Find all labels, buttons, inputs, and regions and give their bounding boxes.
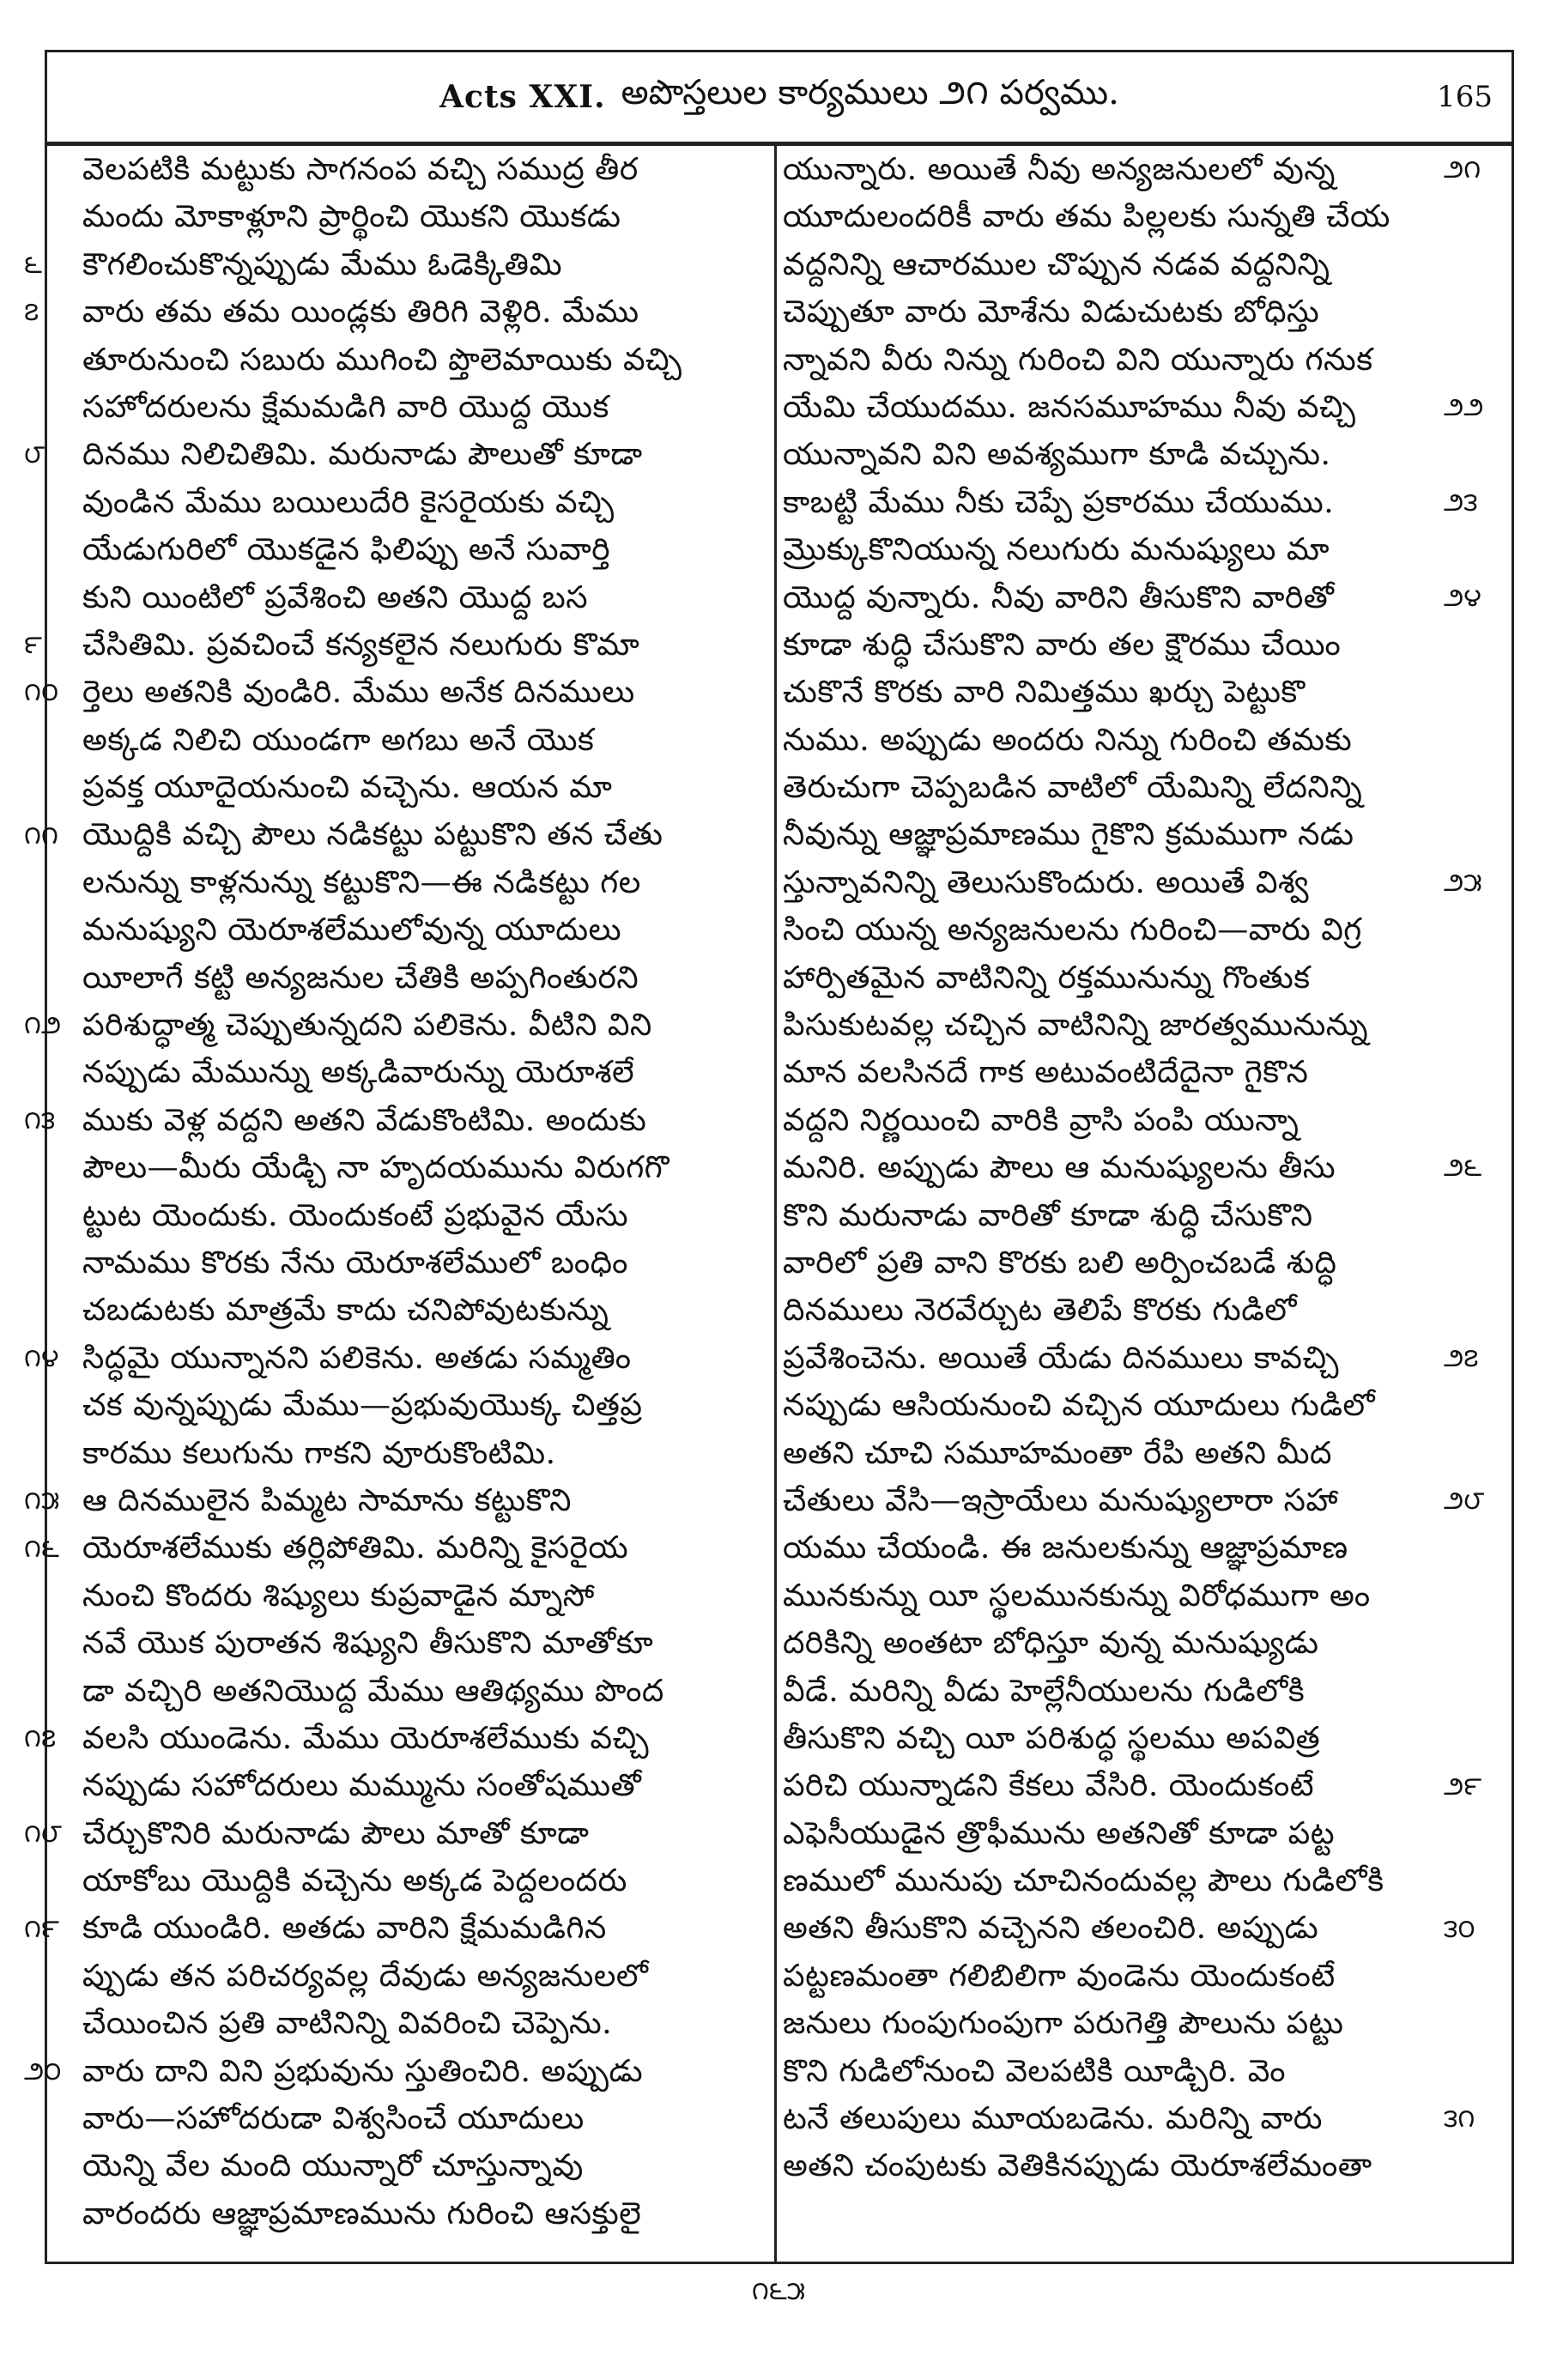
right-column [783, 146, 1485, 2190]
text-line: చుకొనే కొరకు వారి నిమిత్తము ఖర్చు పెట్టుకొ [783, 675, 1306, 711]
text-line: ప్పుడు తన పరిచర్యవల్ల దేవుడు అన్యజనులలో [82, 1958, 649, 1994]
text-line: పట్టణమంతా గలిబిలిగా వుండెను యెందుకంటే [783, 1958, 1336, 1994]
text-line: స్తున్నావనిన్ని తెలుసుకొందురు. అయితే విశ్వ [783, 864, 1309, 900]
text-line: మనుష్యుని యెరూశలేములోవున్న యూదులు [82, 912, 622, 948]
text-line: యెన్ని వేల మంది యున్నారో చూస్తున్నావు [82, 2148, 584, 2184]
text-line: వారు—సహోదరుడా విశ్వసించే యూదులు [82, 2101, 585, 2137]
text-line: మునకున్ను యీ స్థలమునకున్ను విరోధముగా అం [783, 1578, 1371, 1614]
text-line: నామము కొరకు నేను యెరూశలేములో బంధిం [82, 1245, 628, 1281]
verse-number: ౨౨ [1444, 392, 1484, 422]
text-line: మనిరి. అప్పుడు పౌలు ఆ మనుష్యులను తీసు [783, 1150, 1336, 1186]
verse-number: ౨౬ [1444, 1153, 1482, 1184]
text-line: మ్రొక్కుకొనియున్న నలుగురు మనుష్యులు మా [783, 532, 1330, 568]
text-line: సిద్ధమై యున్నానని పలికెను. అతడు సమ్మతిం [82, 1340, 632, 1376]
verse-number: ౩౧ [1444, 2104, 1475, 2135]
text-line: సించి యున్న అన్యజనులను గురించి—వారు విగ్ర [783, 912, 1362, 948]
text-line: ర్తెలు అతనికి వుండిరి. మేము అనేక దినములు [82, 675, 635, 711]
text-line: తూరునుంచి సబురు ముగించి ప్తొలెమాయికు వచ్చి [82, 342, 682, 378]
text-line: నుము. అప్పుడు అందరు నిన్ను గురించి తమకు [783, 722, 1353, 758]
text-line: టనే తలుపులు మూయబడెను. మరిన్ని వారు [783, 2101, 1323, 2137]
text-line: చేతులు వేసి—ఇస్రాయేలు మనుష్యులారా సహా [783, 1482, 1339, 1518]
verse-number: ౧౧ [24, 820, 58, 851]
text-line: పిసుకుటవల్ల చచ్చిన వాటినిన్ని జారత్వమునున్ను [783, 1008, 1368, 1044]
text-line: కూడి యుండిరి. అతడు వారిని క్షేమమడిగిన [82, 1911, 607, 1947]
text-line: కాబట్టి మేము నీకు చెప్పే ప్రకారము చేయుము. [783, 484, 1335, 520]
text-line: నుంచి కొందరు శిష్యులు కుప్రవాడైన మ్నాసో [82, 1578, 595, 1614]
text-line: నవే యొక పురాతన శిష్యుని తీసుకొని మాతోకూ [82, 1626, 654, 1662]
text-line: యాకోబు యొద్దికి వచ్చెను అక్కడ పెద్దలందరు [82, 1863, 627, 1899]
text-line: నప్పుడు మేమున్ను అక్కడివారున్ను యెరూశలే [82, 1055, 635, 1091]
text-line: ణములో మునుపు చూచినందువల్ల పౌలు గుడిలోకి [783, 1863, 1384, 1899]
text-line: యొద్ద వున్నారు. నీవు వారిని తీసుకొని వారితో [783, 579, 1335, 615]
text-line: తీసుకొని వచ్చి యీ పరిశుద్ధ స్థలము అపవిత్ర [783, 1720, 1321, 1756]
text-line: వీడే. మరిన్ని వీడు హెల్లేనీయులను గుడిలోకి [783, 1673, 1306, 1709]
verse-number: ౨౮ [1444, 1486, 1485, 1517]
left-column [24, 146, 760, 2238]
verse-number: ౧౨ [24, 1010, 62, 1041]
text-line: హార్పితమైన వాటినిన్ని రక్తమునున్ను గొంతుక [783, 960, 1311, 996]
verse-number: ౨౧ [1444, 154, 1481, 185]
text-line: మాన వలసినదే గాక అటువంటిదేదైనా గైకొన [783, 1055, 1309, 1091]
text-line: చేసితిమి. ప్రవచించే కన్యకలైన నలుగురు కొమా [82, 627, 640, 663]
text-line: ప్రవేశించెను. అయితే యేడు దినములు కావచ్చి [783, 1340, 1339, 1376]
verse-number: ౧౪ [24, 1343, 59, 1373]
page-header [47, 52, 1512, 144]
text-line: నప్పుడు ఆసియనుంచి వచ్చిన యూదులు గుడిలో [783, 1388, 1376, 1424]
text-line: చెప్పుతూ వారు మోశేను విడుచుటకు బోధిస్తు [783, 294, 1320, 330]
text-line: యీలాగే కట్టి అన్యజనుల చేతికి అప్పగింతురని [82, 960, 639, 996]
chapter-title: అపొస్తలుల కార్యములు ౨౧ పర్వము. [621, 73, 1119, 112]
text-line: ముకు వెళ్ల వద్దని అతని వేడుకొంటిమి. అందుకు [82, 1102, 647, 1138]
text-line: అతని చంపుటకు వెతికినప్పుడు యెరూశలేమంతా [783, 2148, 1372, 2184]
text-line: కొని గుడిలోనుంచి వెలపటికి యీడ్చిరి. వెం [783, 2053, 1287, 2089]
text-line: దినము నిలిచితిమి. మరునాడు పౌలుతో కూడా [82, 437, 643, 473]
text-line: ట్టుట యెందుకు. యెందుకంటే ప్రభువైన యేసు [82, 1197, 629, 1233]
text-line: డా వచ్చిరి అతనియొద్ద మేము ఆతిథ్యము పొంద [82, 1673, 664, 1709]
footer-signature: ౧౬౫ [751, 2276, 806, 2306]
text-line: ప్రవక్త యూదైయనుంచి వచ్చెను. ఆయన మా [82, 770, 613, 806]
verse-number: ౯ [24, 630, 42, 660]
book-title: Acts XXI. [439, 79, 606, 115]
verse-number: ౬ [24, 249, 42, 280]
text-line: మందు మోకాళ్లూని ప్రార్థించి యొకని యొకడు [82, 199, 621, 235]
text-line: చక వున్నప్పుడు మేము—ప్రభువుయొక్క చిత్తప్ర [82, 1388, 643, 1424]
text-line: యొద్దికి వచ్చి పౌలు నడికట్టు పట్టుకొని తన చేతు [82, 817, 663, 853]
text-line: వద్దనిన్ని ఆచారముల చొప్పున నడవ వద్దనిన్ని [783, 246, 1330, 282]
verse-number: ౨౭ [1444, 1343, 1479, 1373]
verse-number: ౧౮ [24, 1819, 63, 1849]
verse-number: ౮ [24, 439, 45, 470]
text-line: ఎఫెసీయుడైన త్రొఫీమును అతనితో కూడా పట్ట [783, 1815, 1336, 1851]
page-number: 165 [1437, 80, 1493, 114]
text-line: వారిలో ప్రతి వాని కొరకు బలి అర్పించబడే శుద్ధి [783, 1245, 1337, 1281]
verse-number: ౭ [24, 297, 39, 328]
text-line: చేయించిన ప్రతి వాటినిన్ని వివరించి చెప్పెను. [82, 2006, 613, 2042]
column-divider [774, 146, 777, 2264]
verse-number: ౧౯ [24, 1913, 59, 1944]
verse-number: ౧౭ [24, 1723, 57, 1754]
text-line: దినములు నెరవేర్చుట తెలిపే కొరకు గుడిలో [783, 1293, 1297, 1329]
text-line: వారు తమ తమ యిండ్లకు తిరిగి వెళ్లిరి. మేము [82, 294, 639, 330]
text-line: వారు దాని విని ప్రభువును స్తుతించిరి. అప్పుడు [82, 2053, 644, 2089]
verse-number: ౨౯ [1444, 1771, 1482, 1802]
text-line: లనున్ను కాళ్లనున్ను కట్టుకొని—ఈ నడికట్టు గల [82, 864, 641, 900]
text-line: దరికిన్ని అంతటా బోధిస్తూ వున్న మనుష్యుడు [783, 1626, 1319, 1662]
text-line: కూడా శుద్ధి చేసుకొని వారు తల క్షౌరము చేయిం [783, 627, 1342, 663]
verse-number: ౧౩ [24, 1105, 56, 1135]
text-line: అతని తీసుకొని వచ్చెనని తలంచిరి. అప్పుడు [783, 1911, 1319, 1947]
text-line: యున్నావని విని అవశ్యముగా కూడి వచ్చును. [783, 437, 1331, 473]
verse-number: ౨౦ [24, 2056, 62, 2086]
text-line: ఆ దినములైన పిమ్మట సామాను కట్టుకొని [82, 1482, 572, 1518]
text-line: తెరుచుగా చెప్పబడిన వాటిలో యేమిన్ని లేదనిన్ని [783, 770, 1363, 806]
text-line: జనులు గుంపుగుంపుగా పరుగెత్తి పౌలును పట్టు [783, 2006, 1344, 2042]
text-line: వలసి యుండెను. మేము యెరూశలేముకు వచ్చి [82, 1720, 650, 1756]
text-line: కుని యింటిలో ప్రవేశించి అతని యొద్ద బస [82, 579, 588, 615]
text-line: కొని మరునాడు వారితో కూడా శుద్ధి చేసుకొని [783, 1197, 1313, 1233]
text-line: పరిశుద్ధాత్మ చెప్పుతున్నదని పలికెను. వీటిని విని [82, 1008, 652, 1044]
verse-number: ౩౦ [1444, 1913, 1475, 1944]
text-line: వుండిన మేము బయిలుదేరి కైసరైయకు వచ్చి [82, 484, 615, 520]
text-line: యెరూశలేముకు తర్లిపోతిమి. మరిన్ని కైసరైయ [82, 1530, 629, 1566]
text-line: వెలపటికి మట్టుకు సాగనంప వచ్చి సముద్ర తీర [82, 152, 639, 187]
text-line: యము చేయండి. ఈ జనులకున్ను ఆజ్ఞాప్రమాణ [783, 1530, 1348, 1566]
text-line: యేడుగురిలో యొకడైన ఫిలిప్పు అనే సువార్తి [82, 532, 611, 568]
text-line: వద్దని నిర్ణయించి వారికి వ్రాసి పంపి యున్నా [783, 1102, 1300, 1138]
verse-number: ౧౬ [24, 1533, 59, 1564]
text-line: సహోదరులను క్షేమమడిగి వారి యొద్ద యొక [82, 389, 609, 425]
verse-number: ౨౩ [1444, 487, 1478, 518]
text-line: కారము కలుగును గాకని వూరుకొంటిమి. [82, 1435, 556, 1471]
text-line: నప్పుడు సహోదరులు మమ్మును సంతోషముతో [82, 1768, 642, 1804]
text-line: చేర్చుకొనిరి మరునాడు పౌలు మాతో కూడా [82, 1815, 590, 1851]
text-line: చబడుటకు మాత్రమే కాదు చనిపోవుటకున్ను [82, 1293, 609, 1329]
text-line: పరిచి యున్నాడని కేకలు వేసిరి. యెందుకంటే [783, 1768, 1315, 1804]
text-line: అక్కడ నిలిచి యుండగా అగబు అనే యొక [82, 722, 595, 758]
text-line: అతని చూచి సమూహమంతా రేపి అతని మీద [783, 1435, 1332, 1471]
text-line: యేమి చేయుదము. జనసమూహము నీవు వచ్చి [783, 389, 1356, 425]
text-line: యున్నారు. అయితే నీవు అన్యజనులలో వున్న [783, 152, 1336, 187]
text-line: న్నావని వీరు నిన్ను గురించి విని యున్నారు గనుక [783, 342, 1373, 378]
verse-number: ౧౦ [24, 677, 59, 708]
verse-number: ౧౫ [24, 1486, 60, 1517]
text-line: వారందరు ఆజ్ఞాప్రమాణమును గురించి ఆసక్తులై [82, 2195, 642, 2232]
text-line: కౌగలించుకొన్నప్పుడు మేము ఓడెక్కితిమి [82, 246, 563, 282]
verse-number: ౨౫ [1444, 868, 1482, 898]
verse-number: ౨౪ [1444, 582, 1481, 613]
text-line: పౌలు—మీరు యేడ్చి నా హృదయమును విరుగగొ [82, 1150, 669, 1186]
text-line: నీవున్ను ఆజ్ఞాప్రమాణము గైకొని క్రమముగా నడు [783, 817, 1354, 853]
text-line: యూదులందరికీ వారు తమ పిల్లలకు సున్నతి చేయ [783, 199, 1390, 235]
